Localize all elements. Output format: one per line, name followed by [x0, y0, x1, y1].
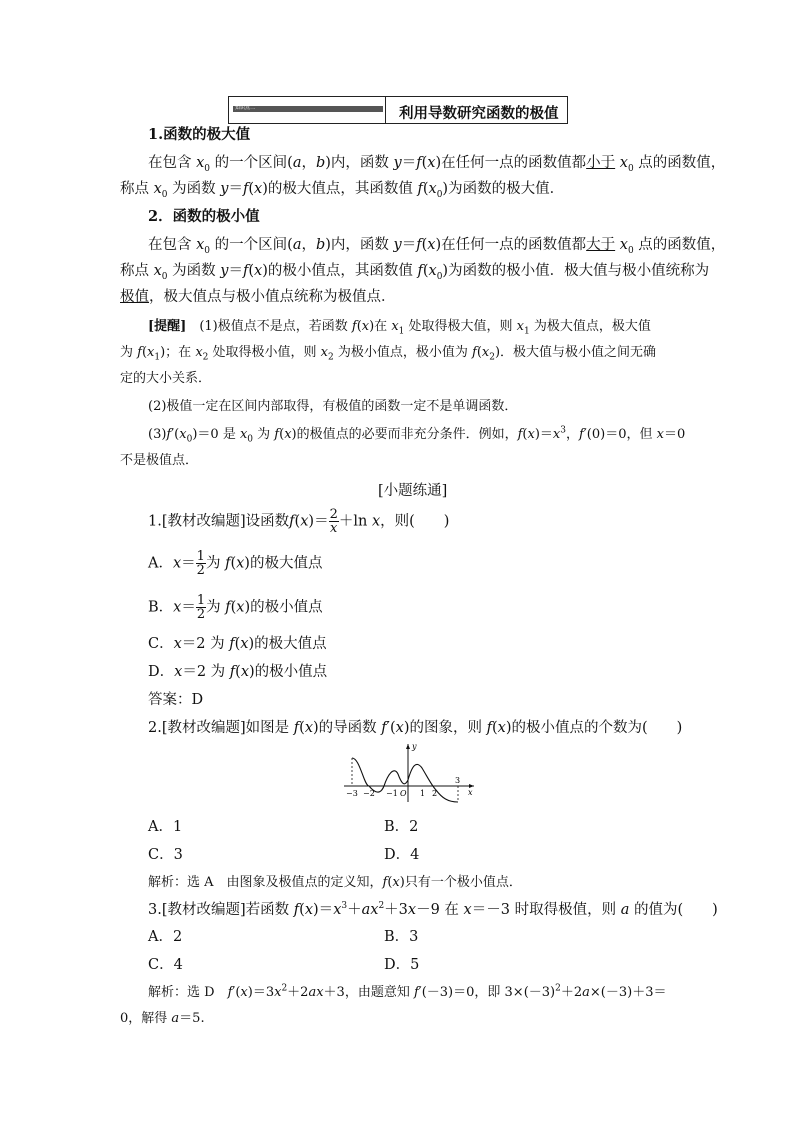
tip1-line3: 定的大小关系． — [120, 371, 212, 386]
q1-stem: 1.[教材改编题]设函数f(x)＝ $\frac{2}{x}$ ＋ln x，则( ) — [148, 507, 450, 536]
q2-option-c: C．3 — [148, 847, 183, 863]
q2-option-b: B．2 — [384, 819, 419, 835]
tip1-line1: [提醒] (1)极值点不是点，若函数 f(x)在 $x_1$ 处取得极大值，则 $x_1$ 为极大值点，极大值 — [148, 319, 651, 337]
label-neg1: −1 — [386, 789, 398, 798]
q1-option-a: A．x＝ $\frac{1}{2}$ 为 f(x)的极大值点 — [148, 549, 323, 578]
tip1-line2: 为 $f(x_1)$；在 $x_2$ 处取得极小值，则 $x_2$ 为极小值点，极小值为 $f(x_2)$．极大值与极小值之间无确 — [120, 345, 657, 363]
sec2-para-line2: 称点 $x_0$ 为函数 y＝f(x)的极小值点，其函数值 $f(x_0)$为函数的极小值．极大值与极小值统称为 — [120, 263, 710, 282]
tip2: (2)极值一定在区间内部取得，有极值的函数一定不是单调函数． — [148, 399, 518, 414]
label-origin: O — [400, 789, 407, 798]
derivative-graph — [340, 740, 480, 804]
section-title: 利用导数研究函数的极值 — [399, 105, 559, 122]
label-x: x — [468, 788, 473, 797]
q3-option-c: C．4 — [148, 957, 183, 973]
header-divider — [385, 97, 386, 123]
label-2: 2 — [432, 789, 438, 798]
q1-option-d: D．x＝2 为 f(x)的极小值点 — [148, 664, 328, 680]
tip3-line2: 不是极值点． — [120, 453, 199, 468]
q3-option-b: B．3 — [384, 929, 419, 945]
label-3: 3 — [455, 776, 461, 785]
label-neg2: −2 — [363, 789, 375, 798]
q3-stem: 3.[教材改编题]若函数 $f(x)=x^3+ax^2+3x-9$ 在 x＝－3 时取得极值，则 a 的值为( ) — [148, 901, 718, 918]
sec1-para-line1: 在包含 $x_0$ 的一个区间(a，b)内，函数 y＝f(x)在任何一点的函数值都小于 $x_0$ 点的函数值， — [148, 155, 726, 174]
q2-solution: 解析：选 A 由图象及极值点的定义知，f(x)只有一个极小值点． — [148, 875, 522, 890]
q1-option-c: C．x＝2 为 f(x)的极大值点 — [148, 636, 327, 652]
sec2-para-line3: 极值，极大值点与极小值点统称为极值点． — [120, 289, 396, 305]
label-y: y — [412, 742, 417, 751]
q3-solution-line2: 0，解得 a＝5. — [120, 1011, 205, 1026]
tip3-line1: $(3)f'(x_0)=0$ 是 $x_0$ 为 f(x)的极值点的必要而非充分条件．例如，$f(x)=x^3$，f′(0)＝0，但 x＝0 — [148, 425, 686, 445]
sec1-title: 1.函数的极大值 — [148, 126, 251, 143]
label-1: 1 — [420, 789, 426, 798]
q3-option-d: D．5 — [384, 957, 420, 973]
q3-solution-line1: 解析：选 D $f'(x)=3x^2+2ax+3$，由题意知 f′(－3)＝0，即 $3\times(-3)^2+2a\times(-3)+3=$ — [148, 983, 667, 1000]
q2-stem: 2.[教材改编题]如图是 f(x)的导函数 f′(x)的图象，则 f(x)的极小值点的个数为( ) — [148, 720, 683, 736]
y-axis-arrow — [406, 744, 410, 749]
section-tag: 知识点二 — [233, 106, 383, 112]
practice-title: [小题练通] — [378, 483, 448, 499]
q1-answer: 答案：D — [148, 692, 204, 708]
label-neg3: −3 — [346, 789, 358, 798]
q1-option-b: B．x＝ $\frac{1}{2}$ 为 f(x)的极小值点 — [148, 593, 323, 622]
sec2-para-line1: 在包含 $x_0$ 的一个区间(a，b)内，函数 y＝f(x)在任何一点的函数值都大于 $x_0$ 点的函数值， — [148, 237, 726, 256]
sec2-title: 2．函数的极小值 — [148, 208, 260, 225]
section-header — [228, 96, 568, 124]
q3-option-a: A．2 — [148, 929, 183, 945]
q2-option-a: A．1 — [148, 819, 183, 835]
sec1-para-line2: 称点 $x_0$ 为函数 y＝f(x)的极大值点，其函数值 $f(x_0)$为函数的极大值． — [120, 181, 565, 200]
q2-option-d: D．4 — [384, 847, 420, 863]
